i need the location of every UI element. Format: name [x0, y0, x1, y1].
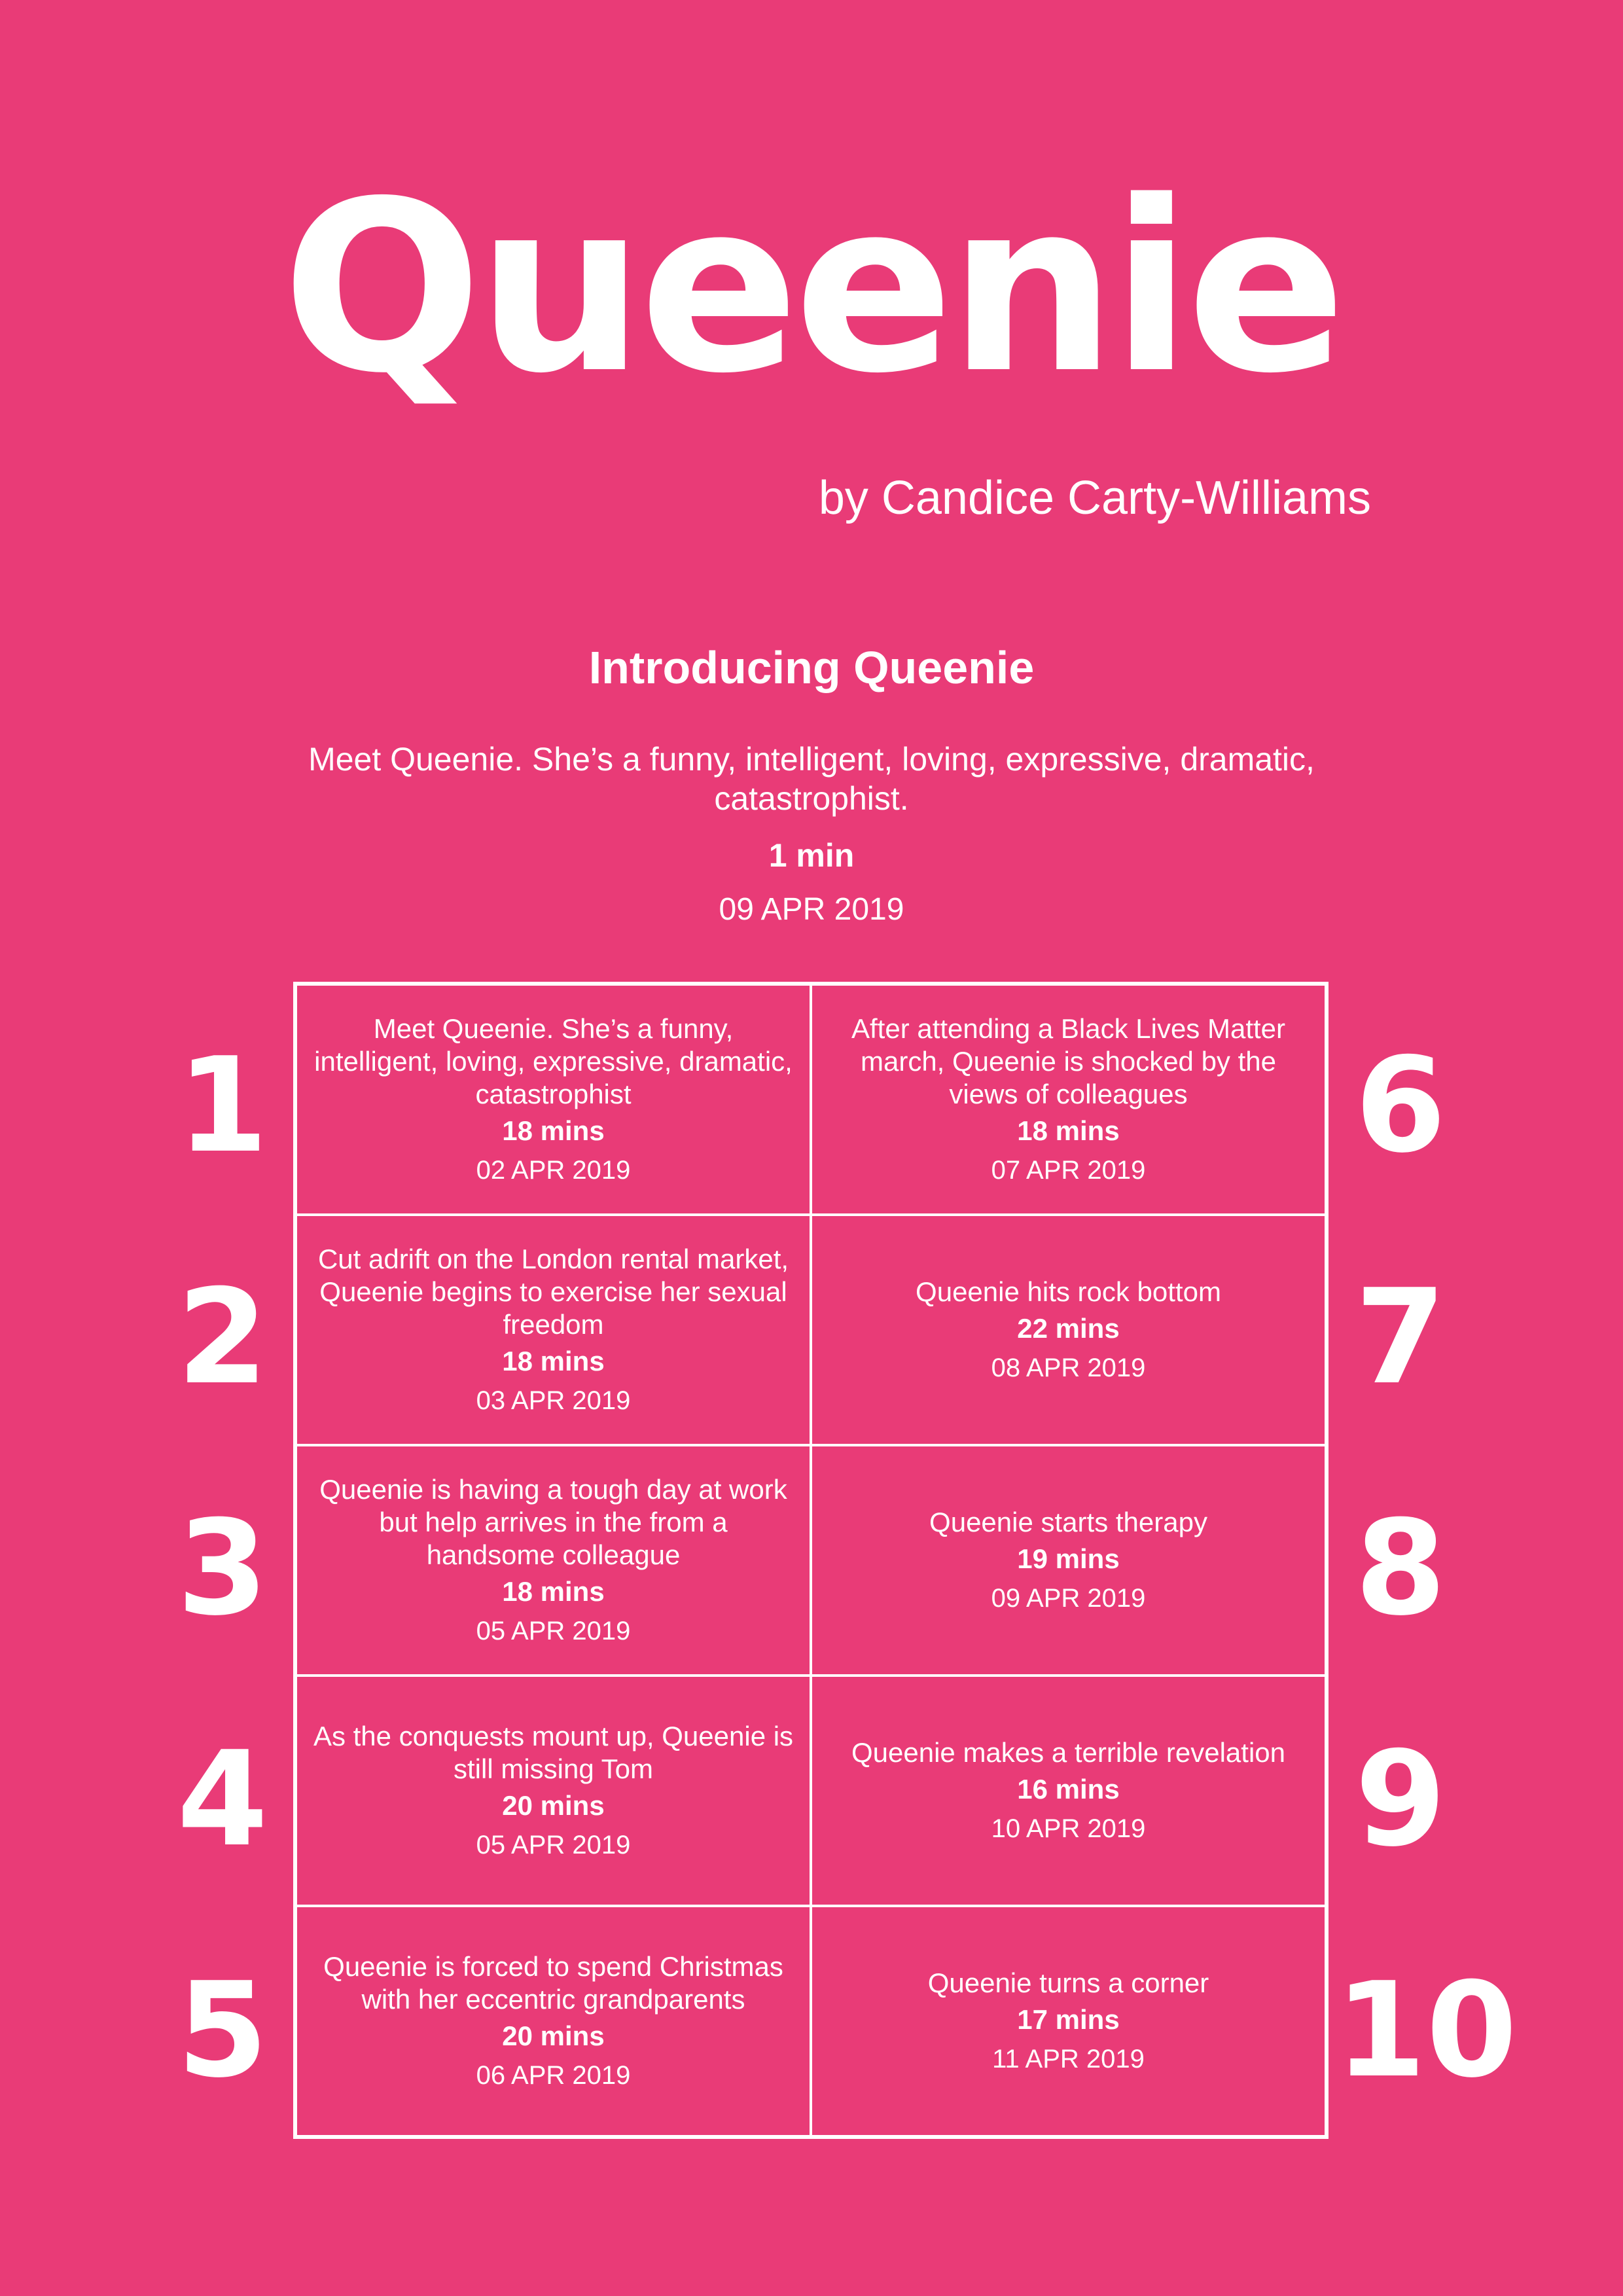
episode-duration: 18 mins	[502, 1115, 605, 1146]
episode-number-9: 9	[1355, 1723, 1446, 1876]
episode-duration: 18 mins	[502, 1576, 605, 1607]
episode-cell-2	[296, 1215, 811, 1445]
episode-duration: 16 mins	[1017, 1774, 1120, 1804]
episode-description: Queenie hits rock bottom	[916, 1276, 1221, 1307]
episode-duration: 20 mins	[502, 2020, 605, 2051]
episode-duration: 19 mins	[1017, 1543, 1120, 1574]
episode-description: Queenie makes a terrible revelation	[851, 1737, 1286, 1768]
episode-duration: 18 mins	[502, 1346, 605, 1376]
episode-date: 03 APR 2019	[476, 1386, 631, 1415]
episode-duration: 22 mins	[1017, 1313, 1120, 1344]
episode-date: 08 APR 2019	[991, 1354, 1146, 1382]
episode-number-6: 6	[1355, 1030, 1446, 1182]
episode-cell-1	[296, 984, 811, 1215]
episode-cell-10	[811, 1906, 1326, 2136]
episode-date: 06 APR 2019	[476, 2061, 631, 2090]
episode-grid	[293, 982, 1329, 2139]
episode-number-1: 1	[177, 1030, 268, 1182]
episode-duration: 18 mins	[1017, 1115, 1120, 1146]
episode-number-3: 3	[177, 1492, 268, 1645]
episode-description: After attending a Black Lives Matter march, Queenie is shocked by the views of colleagues	[851, 1013, 1285, 1109]
episode-description: Cut adrift on the London rental market, Queenie begins to exercise her sexual freedom	[317, 1244, 789, 1340]
episode-date: 10 APR 2019	[991, 1814, 1146, 1843]
episode-number-10: 10	[1335, 1954, 1518, 2107]
episode-date: 05 APR 2019	[476, 1831, 631, 1859]
episode-number-7: 7	[1355, 1261, 1446, 1414]
episode-description: Queenie is having a tough day at work but help arrives in the from a handsome colleague	[319, 1474, 787, 1570]
episode-date: 02 APR 2019	[476, 1156, 631, 1185]
episode-date: 09 APR 2019	[991, 1584, 1146, 1613]
episode-number-2: 2	[177, 1261, 268, 1414]
episode-cell-5	[296, 1906, 811, 2136]
episode-cell-3	[296, 1445, 811, 1676]
episode-description: Meet Queenie. She’s a funny, intelligent, loving, expressive, dramatic, catastrophist	[314, 1013, 793, 1109]
episode-date: 05 APR 2019	[476, 1617, 631, 1645]
author-byline: by Candice Carty-Williams	[818, 472, 1371, 524]
episode-cell-9	[811, 1676, 1326, 1906]
episode-description: Queenie starts therapy	[929, 1507, 1207, 1537]
episode-number-8: 8	[1355, 1492, 1446, 1645]
episode-duration: 17 mins	[1017, 2004, 1120, 2035]
episode-cell-4	[296, 1676, 811, 1906]
episode-cell-8	[811, 1445, 1326, 1676]
intro-date: 09 APR 2019	[719, 892, 904, 927]
episode-number-4: 4	[177, 1723, 268, 1876]
episode-description: As the conquests mount up, Queenie is still missing Tom	[313, 1721, 794, 1784]
episode-description: Queenie is forced to spend Christmas with her eccentric grandparents	[323, 1951, 783, 2015]
intro-duration: 1 min	[768, 837, 855, 874]
episode-date: 07 APR 2019	[991, 1156, 1146, 1185]
episode-duration: 20 mins	[502, 1790, 605, 1821]
episode-description: Queenie turns a corner	[927, 1967, 1209, 1998]
intro-description: Meet Queenie. She’s a funny, intelligent, loving, expressive, dramatic, catastrophist.	[308, 741, 1315, 817]
intro-heading: Introducing Queenie	[588, 642, 1035, 693]
page-title: Queenie	[281, 151, 1342, 425]
episode-cell-6	[811, 984, 1326, 1215]
episode-date: 11 APR 2019	[992, 2045, 1145, 2073]
episode-cell-7	[811, 1215, 1326, 1445]
episode-number-5: 5	[177, 1954, 268, 2107]
